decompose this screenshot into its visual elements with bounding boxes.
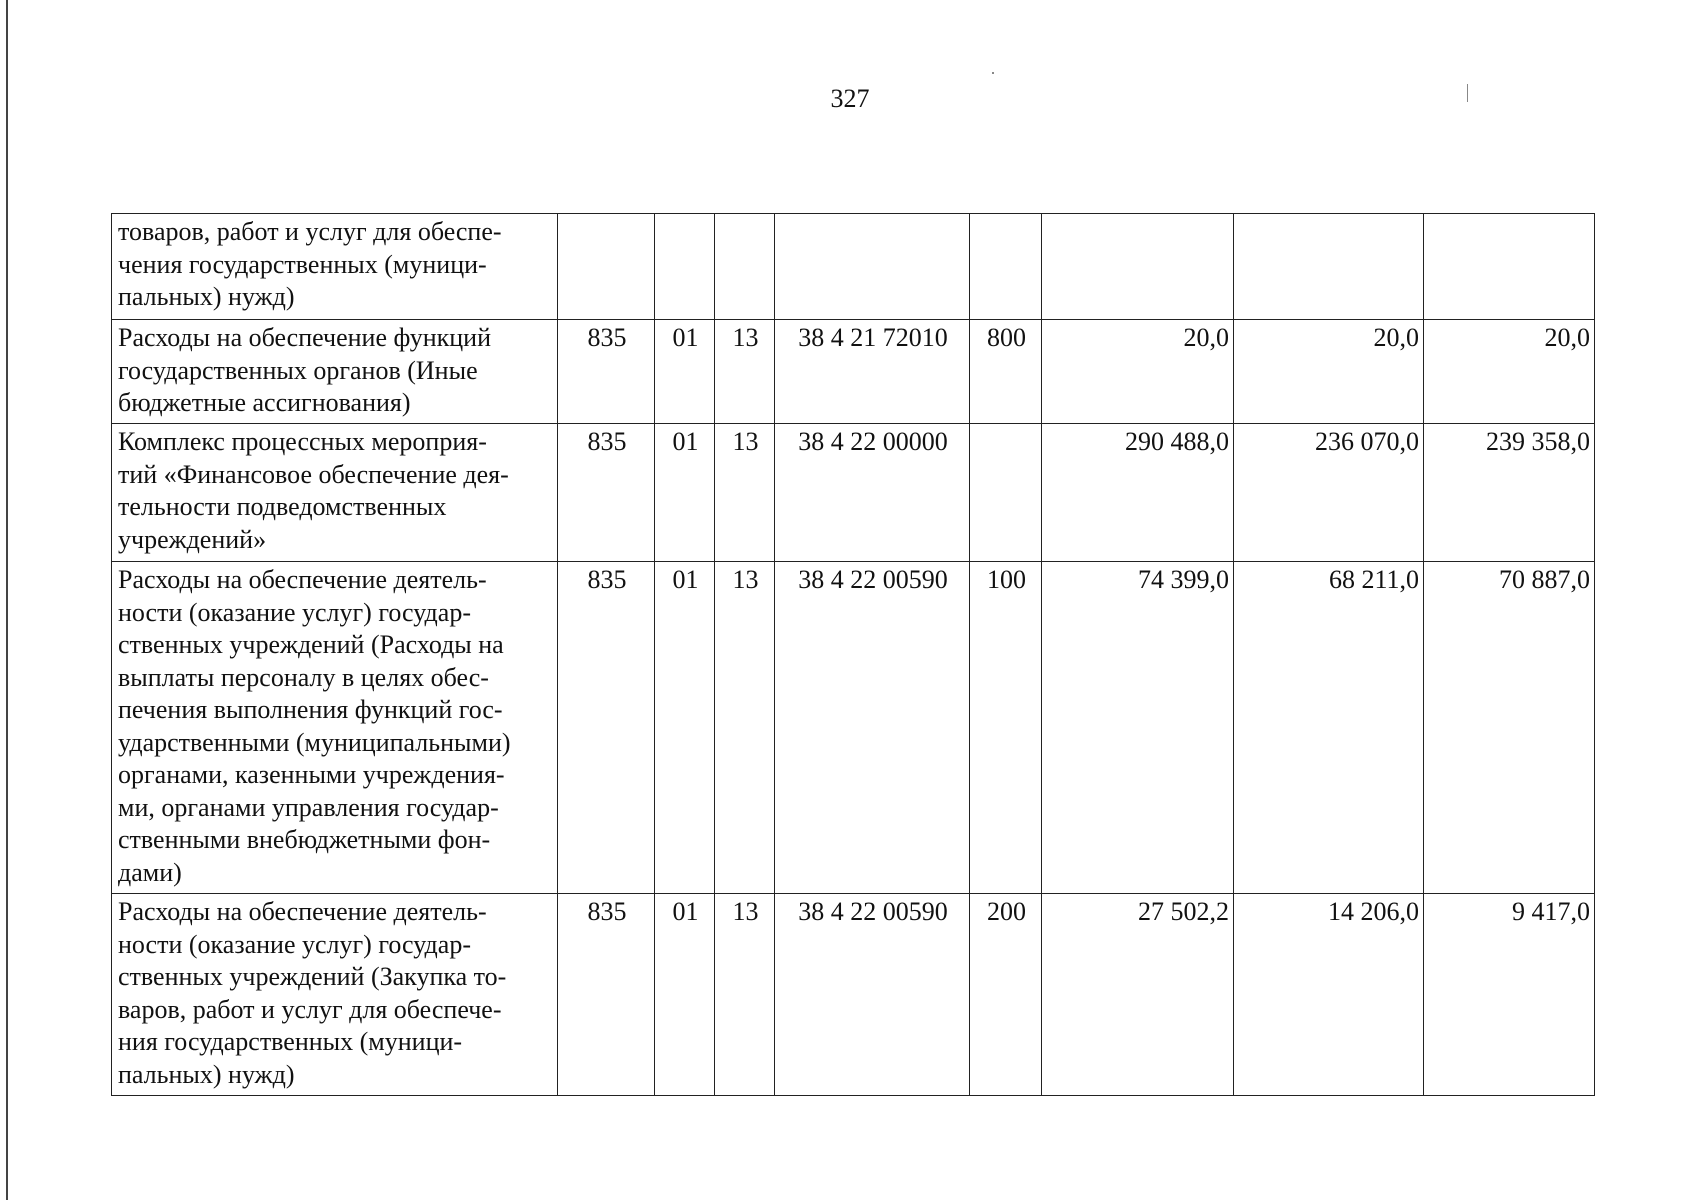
row-description: товаров, работ и услуг для обеспе- чения государственных (муници- пальных) нужд)	[112, 214, 558, 320]
amount-year-1	[1042, 214, 1234, 320]
subsection-code: 13	[715, 562, 775, 894]
target-article-code: 38 4 21 72010	[775, 320, 970, 424]
table-row	[112, 894, 1595, 1096]
expense-type-code	[970, 424, 1042, 562]
subsection-code: 13	[715, 424, 775, 562]
subsection-code: 13	[715, 894, 775, 1096]
target-article-code: 38 4 22 00590	[775, 562, 970, 894]
amount-year-1: 20,0	[1042, 320, 1234, 424]
amount-year-2: 68 211,0	[1234, 562, 1424, 894]
amount-year-3: 9 417,0	[1424, 894, 1595, 1096]
amount-year-2	[1234, 214, 1424, 320]
grbs-code: 835	[558, 424, 655, 562]
budget-table	[111, 213, 1595, 1096]
section-code	[655, 214, 715, 320]
amount-year-1: 74 399,0	[1042, 562, 1234, 894]
table-row	[112, 320, 1595, 424]
target-article-code: 38 4 22 00590	[775, 894, 970, 1096]
amount-year-1: 290 488,0	[1042, 424, 1234, 562]
target-article-code	[775, 214, 970, 320]
amount-year-3: 239 358,0	[1424, 424, 1595, 562]
row-description: Расходы на обеспечение функций государственных органов (Иные бюджетные ассигнования)	[112, 320, 558, 424]
grbs-code: 835	[558, 894, 655, 1096]
amount-year-2: 236 070,0	[1234, 424, 1424, 562]
amount-year-3: 20,0	[1424, 320, 1595, 424]
expense-type-code: 100	[970, 562, 1042, 894]
row-description: Комплекс процессных мероприя- тий «Финансовое обеспечение дея- тельности подведомственных учреждений»	[112, 424, 558, 562]
grbs-code: 835	[558, 562, 655, 894]
table-row	[112, 424, 1595, 562]
amount-year-2: 20,0	[1234, 320, 1424, 424]
amount-year-3: 70 887,0	[1424, 562, 1595, 894]
page-number: 327	[830, 84, 870, 113]
section-code: 01	[655, 562, 715, 894]
table-row	[112, 214, 1595, 320]
row-description: Расходы на обеспечение деятель- ности (оказание услуг) государ- ственных учреждений (Расходы на выплаты персоналу в целях обес- печения выполнения функций гос- ударственными (муниципальными) органами, казенными учреждения- ми, органами управления государ- ственными внебюджетными фон- дами)	[112, 562, 558, 894]
table-body	[112, 214, 1595, 1096]
scan-artifact	[992, 72, 994, 74]
expense-type-code	[970, 214, 1042, 320]
amount-year-1: 27 502,2	[1042, 894, 1234, 1096]
amount-year-3	[1424, 214, 1595, 320]
expense-type-code: 200	[970, 894, 1042, 1096]
grbs-code	[558, 214, 655, 320]
section-code: 01	[655, 320, 715, 424]
section-code: 01	[655, 424, 715, 562]
expense-type-code: 800	[970, 320, 1042, 424]
scan-artifact	[1467, 84, 1468, 102]
scan-edge	[6, 0, 8, 1200]
target-article-code: 38 4 22 00000	[775, 424, 970, 562]
amount-year-2: 14 206,0	[1234, 894, 1424, 1096]
subsection-code	[715, 214, 775, 320]
section-code: 01	[655, 894, 715, 1096]
subsection-code: 13	[715, 320, 775, 424]
grbs-code: 835	[558, 320, 655, 424]
table-row	[112, 562, 1595, 894]
row-description: Расходы на обеспечение деятель- ности (оказание услуг) государ- ственных учреждений (Закупка то- варов, работ и услуг для обеспече- ния государственных (муници- пальных) нужд)	[112, 894, 558, 1096]
